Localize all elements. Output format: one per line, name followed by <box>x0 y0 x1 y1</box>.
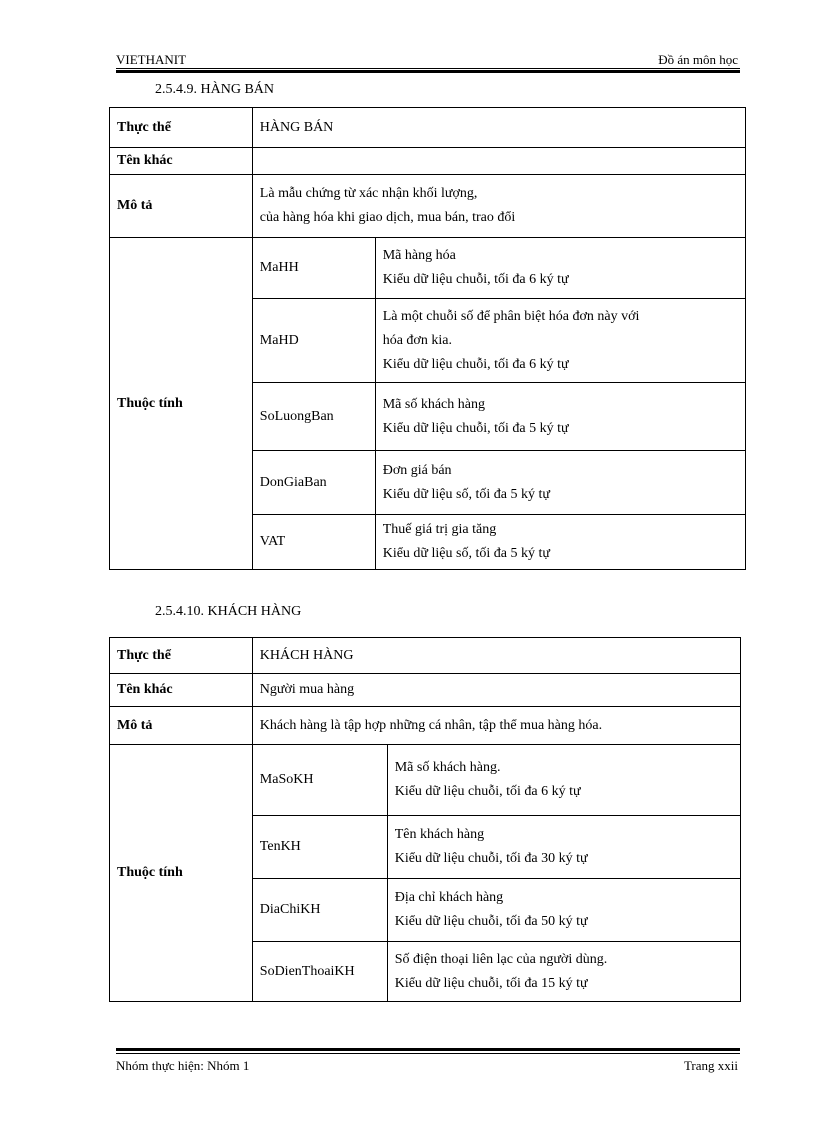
desc-line: Là mẫu chứng từ xác nhận khối lượng, <box>259 186 478 201</box>
header-doc-type: Đồ án môn học <box>658 52 738 67</box>
attr-name: TenKH <box>252 816 387 879</box>
section-title-khach-hang: 2.5.4.10. KHÁCH HÀNG <box>155 604 302 619</box>
value-alias: Người mua hàng <box>252 674 740 707</box>
row-alias <box>110 674 741 707</box>
attr-name: SoDienThoaiKH <box>252 942 387 1002</box>
attr-desc-line: Kiểu dữ liệu chuỗi, tối đa 6 ký tự <box>382 356 569 372</box>
attr-name: DonGiaBan <box>252 451 375 515</box>
attr-desc-line: Tên khách hàng <box>394 827 485 842</box>
row-alias <box>110 148 746 175</box>
label-attrs: Thuộc tính <box>110 238 253 570</box>
attr-desc-line: Kiểu dữ liệu chuỗi, tối đa 6 ký tự <box>382 272 569 287</box>
label-desc: Mô tả <box>110 175 253 238</box>
attr-name: MaHD <box>252 299 375 383</box>
label-alias: Tên khác <box>110 674 253 707</box>
attr-row <box>110 745 741 816</box>
attr-desc <box>375 451 745 515</box>
attr-desc-line: hóa đơn kia. <box>382 332 452 348</box>
row-desc <box>110 175 746 238</box>
label-entity: Thực thể <box>110 638 253 674</box>
table-hang-ban <box>109 107 746 570</box>
attr-desc-line: Đơn giá bán <box>382 462 452 478</box>
attr-desc-line: Kiểu dữ liệu số, tối đa 5 ký tự <box>382 486 550 502</box>
attr-desc <box>375 383 745 451</box>
row-desc <box>110 707 741 745</box>
label-entity: Thực thể <box>110 108 253 148</box>
page-header <box>116 50 738 68</box>
attr-name: DiaChiKH <box>252 879 387 942</box>
section-title-hang-ban: 2.5.4.9. HÀNG BÁN <box>155 82 274 97</box>
footer-rule-thick <box>116 1048 740 1051</box>
attr-desc-line: Kiểu dữ liệu chuỗi, tối đa 15 ký tự <box>394 975 588 991</box>
value-alias <box>252 148 745 175</box>
attr-desc-line: Kiểu dữ liệu số, tối đa 5 ký tự <box>382 546 550 561</box>
attr-desc <box>387 816 740 879</box>
attr-name: MaSoKH <box>252 745 387 816</box>
attr-desc-line: Số điện thoại liên lạc của người dùng. <box>394 951 608 967</box>
attr-desc-line: Kiểu dữ liệu chuỗi, tối đa 6 ký tự <box>394 784 581 799</box>
attr-name: VAT <box>252 515 375 570</box>
header-rule-thick <box>116 70 740 73</box>
attr-desc <box>375 515 745 570</box>
footer-rule-thin <box>116 1053 740 1054</box>
attr-name: SoLuongBan <box>252 383 375 451</box>
attr-desc-line: Là một chuỗi số để phân biệt hóa đơn này với <box>382 308 640 324</box>
page-number: Trang xxii <box>683 1058 738 1073</box>
attr-desc-line: Thuế giá trị gia tăng <box>382 522 497 537</box>
value-entity: KHÁCH HÀNG <box>252 638 740 674</box>
attr-desc <box>387 942 740 1002</box>
value-desc <box>252 175 745 238</box>
desc-line: của hàng hóa khi giao dịch, mua bán, trao đổi <box>259 210 516 225</box>
label-attrs: Thuộc tính <box>110 745 253 1002</box>
attr-desc-line: Mã hàng hóa <box>382 248 456 263</box>
attr-desc <box>387 879 740 942</box>
attr-desc-line: Kiểu dữ liệu chuỗi, tối đa 30 ký tự <box>394 851 588 866</box>
attr-desc-line: Kiểu dữ liệu chuỗi, tối đa 5 ký tự <box>382 420 569 436</box>
attr-desc-line: Mã số khách hàng. <box>394 760 501 775</box>
row-entity <box>110 108 746 148</box>
attr-desc-line: Kiểu dữ liệu chuỗi, tối đa 50 ký tự <box>394 914 588 929</box>
header-rule-thin <box>116 68 740 69</box>
attr-row <box>110 238 746 299</box>
value-entity: HÀNG BÁN <box>252 108 745 148</box>
header-org: VIETHANIT <box>116 52 187 67</box>
table-khach-hang <box>109 637 741 1002</box>
attr-desc-line: Mã số khách hàng <box>382 396 485 412</box>
attr-desc <box>387 745 740 816</box>
attr-desc <box>375 238 745 299</box>
attr-desc-line: Địa chỉ khách hàng <box>394 890 504 905</box>
row-entity <box>110 638 741 674</box>
label-alias: Tên khác <box>110 148 253 175</box>
value-desc: Khách hàng là tập hợp những cá nhân, tập thể mua hàng hóa. <box>252 707 740 745</box>
attr-desc <box>375 299 745 383</box>
label-desc: Mô tả <box>110 707 253 745</box>
footer-group: Nhóm thực hiện: Nhóm 1 <box>116 1058 250 1073</box>
attr-name: MaHH <box>252 238 375 299</box>
